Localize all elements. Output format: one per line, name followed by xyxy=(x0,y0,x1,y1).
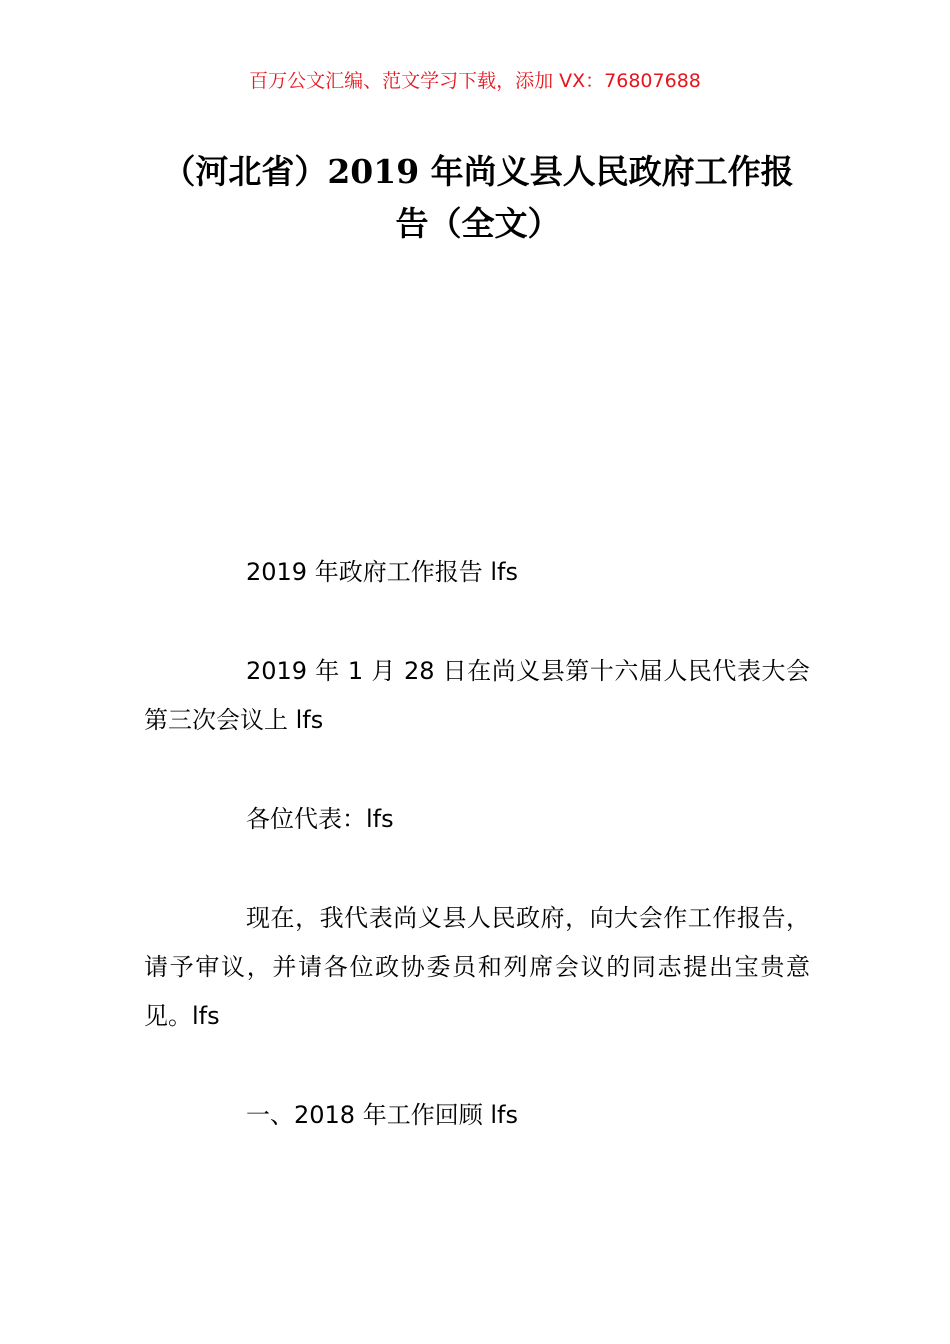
section-heading-review: 一、2018 年工作回顾 lfs xyxy=(246,1101,518,1129)
meeting-info: 2019 年 1 月 28 日在尚义县第十六届人民代表大会第三次会议上 lfs xyxy=(144,657,810,734)
opening-paragraph: 现在，我代表尚义县人民政府，向大会作工作报告，请予审议，并请各位政协委员和列席会议的同志提出宝贵意见。lfs xyxy=(144,904,810,1030)
salutation: 各位代表：lfs xyxy=(246,805,394,833)
promo-banner: 百万公文汇编、范文学习下载，添加 VX：76807688 xyxy=(249,70,701,92)
report-heading: 2019 年政府工作报告 lfs xyxy=(246,558,518,586)
document-title xyxy=(148,146,808,250)
title-line-2: 告（全文） xyxy=(395,204,561,243)
title-line-1: （河北省）2019 年尚义县人民政府工作报 xyxy=(162,152,794,191)
document-body xyxy=(144,548,810,1190)
